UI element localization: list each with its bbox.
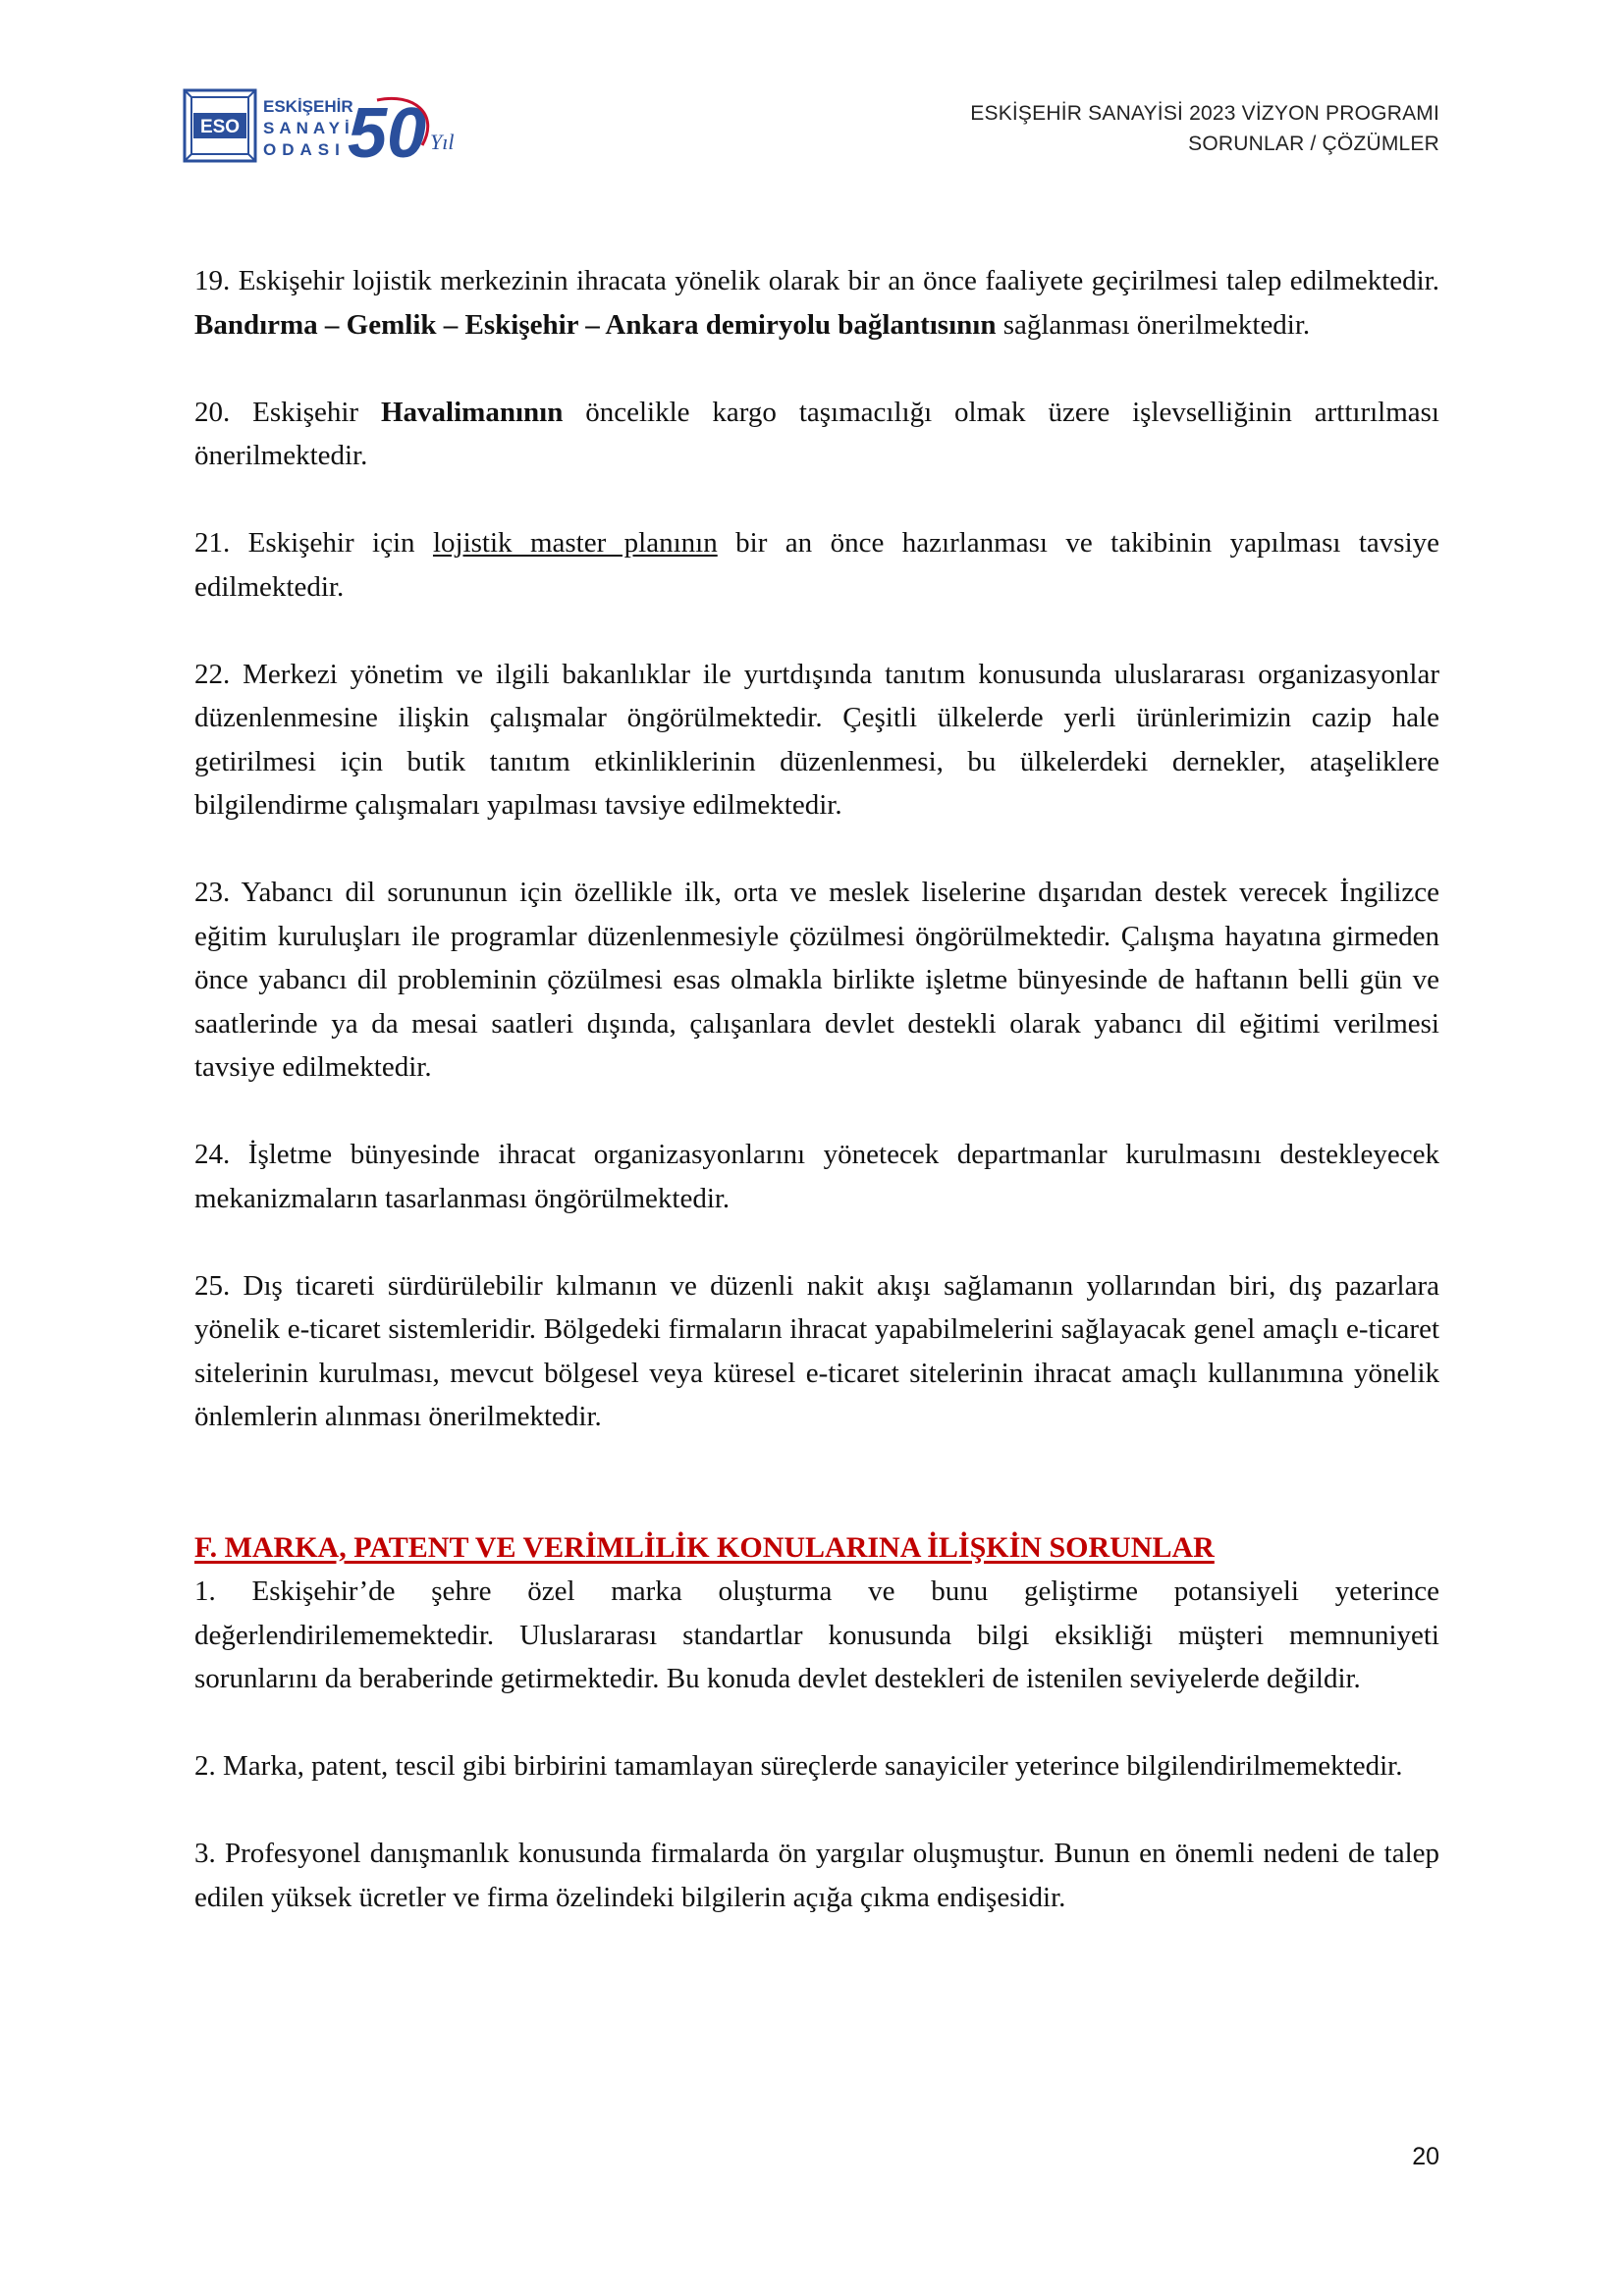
document-body — [194, 259, 1439, 1963]
paragraph-25: 25. Dış ticareti sürdürülebilir kılmanın ve düzenli nakit akışı sağlamanın yollarından biri, dış pazarlara yönelik e-ticaret sistemleridir. Bölgedeki firmaların ihracat yapabilmelerini sağlayacak genel amaçlı e-ticaret sitelerinin kurulması, mevcut bölgesel veya küresel e-ticaret sitelerinin ihracat amaçlı kullanımına yönelik önlemlerin alınması önerilmektedir. — [194, 1269, 1439, 1432]
paragraph-22: 22. Merkezi yönetim ve ilgili bakanlıklar ile yurtdışında tanıtım konusunda uluslararası organizasyonlar düzenlenmesine ilişkin çalışmalar öngörülmektedir. Çeşitli ülkelerde yerli ürünlerimizin cazip hale getirilmesi için butik tanıtım etkinliklerinin düzenlenmesi, bu ülkelerdeki dernekler, ataşeliklere bilgilendirme çalışmaları yapılması tavsiye edilmektedir. — [194, 658, 1439, 821]
logo-anniversary: 50 — [348, 94, 427, 165]
paragraph-20 — [194, 391, 1439, 478]
paragraph-21 — [194, 521, 1439, 609]
section-item-1: 1. Eskişehir’de şehre özel marka oluşturma ve bunu geliştirme potansiyeli yeterince değerlendirilememektedir. Uluslararası standartlar konusunda bilgi eksikliği müşteri memnuniyeti sorunlarını da beraberinde getirmektedir. Bu konuda devlet destekleri de istenilen seviyelerde değildir. — [194, 1575, 1439, 1694]
paragraph-19-bold: Bandırma – Gemlik – Eskişehir – Ankara demiryolu bağlantısının — [194, 308, 997, 341]
header-title-line1: ESKİŞEHİR SANAYİSİ 2023 VİZYON PROGRAMI — [970, 102, 1439, 125]
logo-line1: ESKİŞEHİR — [263, 97, 353, 116]
paragraph-20-bold: Havalimanının — [381, 396, 564, 428]
logo-abbr: ESO — [199, 117, 241, 137]
logo-line3: ODASI — [263, 140, 346, 159]
logo-line2: SANAYİ — [263, 119, 354, 137]
paragraph-24: 24. İşletme bünyesinde ihracat organizasyonlarını yönetecek departmanlar kurulmasını destekleyecek mekanizmaların tasarlanması öngörülmektedir. — [194, 1139, 1439, 1214]
paragraph-19 — [194, 259, 1439, 347]
paragraph-23: 23. Yabancı dil sorununun için özellikle ilk, orta ve meslek liselerine dışarıdan destek verecek İngilizce eğitim kuruluşları ile programlar düzenlenmesiyle çözülmesi öngörülmektedir. Çalışma hayatına girmeden önce yabancı dil probleminin çözülmesi esas olmakla birlikte işletme bünyesinde de haftanın belli gün ve saatlerinde ya da mesai saatleri dışında, çalışanlara devlet destekli olarak yabancı dil eğitimi verilmesi tavsiye edilmektedir. — [194, 877, 1439, 1083]
header-title-line2: SORUNLAR / ÇÖZÜMLER — [1188, 133, 1439, 155]
section-item-2: 2. Marka, patent, tescil gibi birbirini tamamlayan süreçlerde sanayiciler yeterince bilgilendirilmemektedir. — [194, 1750, 1403, 1782]
paragraph-19-text-end: sağlanması önerilmektedir. — [996, 308, 1311, 341]
paragraph-19-text: 19. Eskişehir lojistik merkezinin ihracata yönelik olarak bir an önce faaliyete geçirilmesi talep edilmektedir. — [194, 265, 1439, 296]
section-title: F. MARKA, PATENT VE VERİMLİLİK KONULARINA İLİŞKİN SORUNLAR — [194, 1530, 1215, 1564]
paragraph-21-text: 21. Eskişehir için — [194, 527, 433, 559]
paragraph-20-text: 20. Eskişehir — [194, 396, 381, 428]
logo-anniversary-suffix: Yıl — [430, 130, 455, 154]
section-item-3: 3. Profesyonel danışmanlık konusunda firmalarda ön yargılar oluşmuştur. Bunun en önemli nedeni de talep edilen yüksek ücretler ve firma özelindeki bilgilerin açığa çıkma endişesidir. — [194, 1838, 1439, 1913]
page-number: 20 — [1412, 2143, 1439, 2170]
paragraph-21-underline: lojistik master planının — [432, 527, 718, 559]
eso-50-year-logo — [183, 86, 467, 165]
paragraph-21-text-end: bir an önce hazırlanması ve takibinin yapılması tavsiye edilmektedir. — [194, 527, 1440, 603]
paragraph-20-text-end: öncelikle kargo taşımacılığı olmak üzere işlevselliğinin arttırılması önerilmektedir. — [194, 396, 1439, 471]
document-header — [970, 98, 1439, 159]
